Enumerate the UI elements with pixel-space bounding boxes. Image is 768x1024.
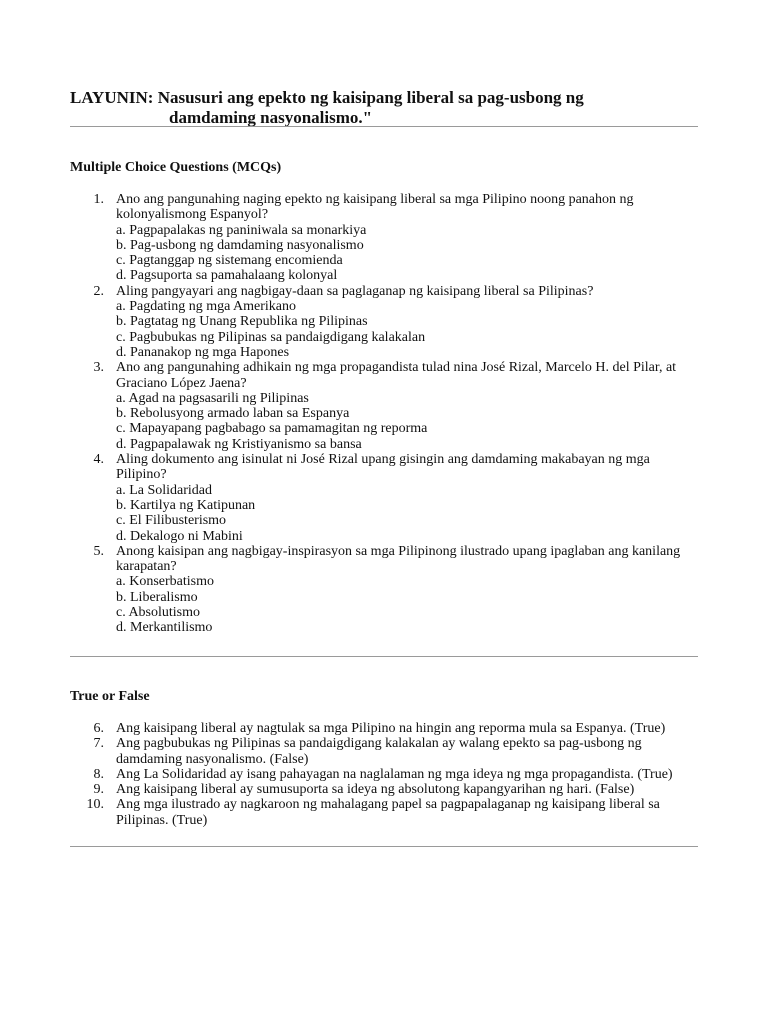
option-a: a. Pagdating ng mga Amerikano — [116, 299, 297, 315]
option-c: c. Pagbubukas ng Pilipinas sa pandaigdigang kalakalan — [116, 329, 426, 345]
option-b: b. Kartilya ng Katipunan — [116, 497, 256, 513]
option-a: a. La Solidaridad — [116, 482, 213, 498]
question-text: Aling pangyayari ang nagbigay-daan sa paglaganap ng kaisipang liberal sa Pilipinas? — [116, 283, 594, 299]
option-a: a. Agad na pagsasarili ng Pilipinas — [116, 390, 309, 406]
option-a: a. Konserbatismo — [116, 574, 214, 590]
option-b: b. Pag-usbong ng damdaming nasyonalismo — [116, 237, 364, 253]
item-number: 7. — [93, 736, 104, 752]
mcq-heading: Multiple Choice Questions (MCQs) — [70, 160, 282, 175]
item-text: Ang pagbubukas ng Pilipinas sa pandaigdigang kalakalan ay walang epekto sa pag-usbong ng damdaming nasyonalismo. (False) — [116, 736, 642, 767]
option-c: c. Mapayapang pagbabago sa pamamagitan ng reporma — [116, 421, 428, 437]
question-text: Ano ang pangunahing naging epekto ng kaisipang liberal sa mga Pilipino noong panahon ng kolonyalismong Espanyol? — [116, 192, 634, 223]
option-c: c. El Filibusterismo — [116, 513, 227, 529]
option-b: b. Pagtatag ng Unang Republika ng Pilipinas — [116, 314, 368, 330]
tf-item-9 — [70, 782, 698, 797]
question-number: 3. — [93, 360, 104, 376]
section-divider — [70, 656, 698, 657]
page-title — [70, 88, 700, 128]
question-text: Ano ang pangunahing adhikain ng mga propagandista tulad nina José Rizal, Marcelo H. del Pilar, at Graciano López Jaena? — [116, 360, 677, 391]
option-b: b. Liberalismo — [116, 589, 198, 605]
mcq-question-4 — [70, 452, 698, 544]
item-number: 8. — [93, 766, 104, 782]
bottom-divider — [70, 846, 698, 847]
mcq-question-5 — [70, 544, 698, 636]
tf-item-10 — [70, 797, 698, 828]
option-d: d. Dekalogo ni Mabini — [116, 528, 243, 544]
mcq-list — [70, 192, 698, 636]
mcq-question-2 — [70, 284, 698, 360]
item-number: 6. — [93, 721, 104, 736]
tf-item-7 — [70, 736, 698, 767]
question-number: 5. — [93, 543, 104, 559]
item-text: Ang La Solidaridad ay isang pahayagan na naglalaman ng mga ideya ng mga propagandista. (True) — [116, 766, 673, 782]
mcq-question-3 — [70, 360, 698, 452]
option-d: d. Merkantilismo — [116, 620, 213, 636]
item-number: 10. — [86, 797, 104, 813]
item-text: Ang mga ilustrado ay nagkaroon ng mahalagang papel sa pagpapalaganap ng kaisipang liberal sa Pilipinas. (True) — [116, 797, 660, 828]
mcq-question-1 — [70, 192, 698, 284]
option-c: c. Pagtanggap ng sistemang encomienda — [116, 253, 343, 269]
option-a: a. Pagpapalakas ng paniniwala sa monarkiya — [116, 222, 367, 238]
option-c: c. Absolutismo — [116, 605, 201, 621]
title-divider — [70, 126, 698, 127]
title-line-1: LAYUNIN: Nasusuri ang epekto ng kaisipang liberal sa pag-usbong ng — [70, 88, 584, 107]
tf-item-6 — [70, 721, 698, 736]
question-number: 2. — [93, 283, 104, 299]
option-d: d. Pagpapalawak ng Kristiyanismo sa bansa — [116, 436, 362, 452]
true-false-heading: True or False — [70, 689, 150, 704]
question-text: Anong kaisipan ang nagbigay-inspirasyon sa mga Pilipinong ilustrado upang ipaglaban ang kanilang karapatan? — [116, 543, 681, 575]
tf-item-8 — [70, 767, 698, 782]
item-text: Ang kaisipang liberal ay sumusuporta sa ideya ng absolutong kapangyarihan ng hari. (False) — [116, 782, 635, 798]
question-number: 1. — [93, 192, 104, 207]
option-d: d. Pananakop ng mga Hapones — [116, 344, 290, 360]
option-b: b. Rebolusyong armado laban sa Espanya — [116, 406, 350, 422]
question-number: 4. — [93, 452, 104, 468]
option-d: d. Pagsuporta sa pamahalaang kolonyal — [116, 268, 338, 284]
item-text: Ang kaisipang liberal ay nagtulak sa mga Pilipino na hingin ang reporma mula sa Espanya. (True) — [116, 721, 666, 736]
title-line-2: damdaming nasyonalismo." — [169, 108, 373, 127]
true-false-list — [70, 721, 698, 828]
item-number: 9. — [93, 782, 104, 798]
question-text: Aling dokumento ang isinulat ni José Rizal upang gisingin ang damdaming makabayan ng mga Pilipino? — [116, 452, 650, 483]
